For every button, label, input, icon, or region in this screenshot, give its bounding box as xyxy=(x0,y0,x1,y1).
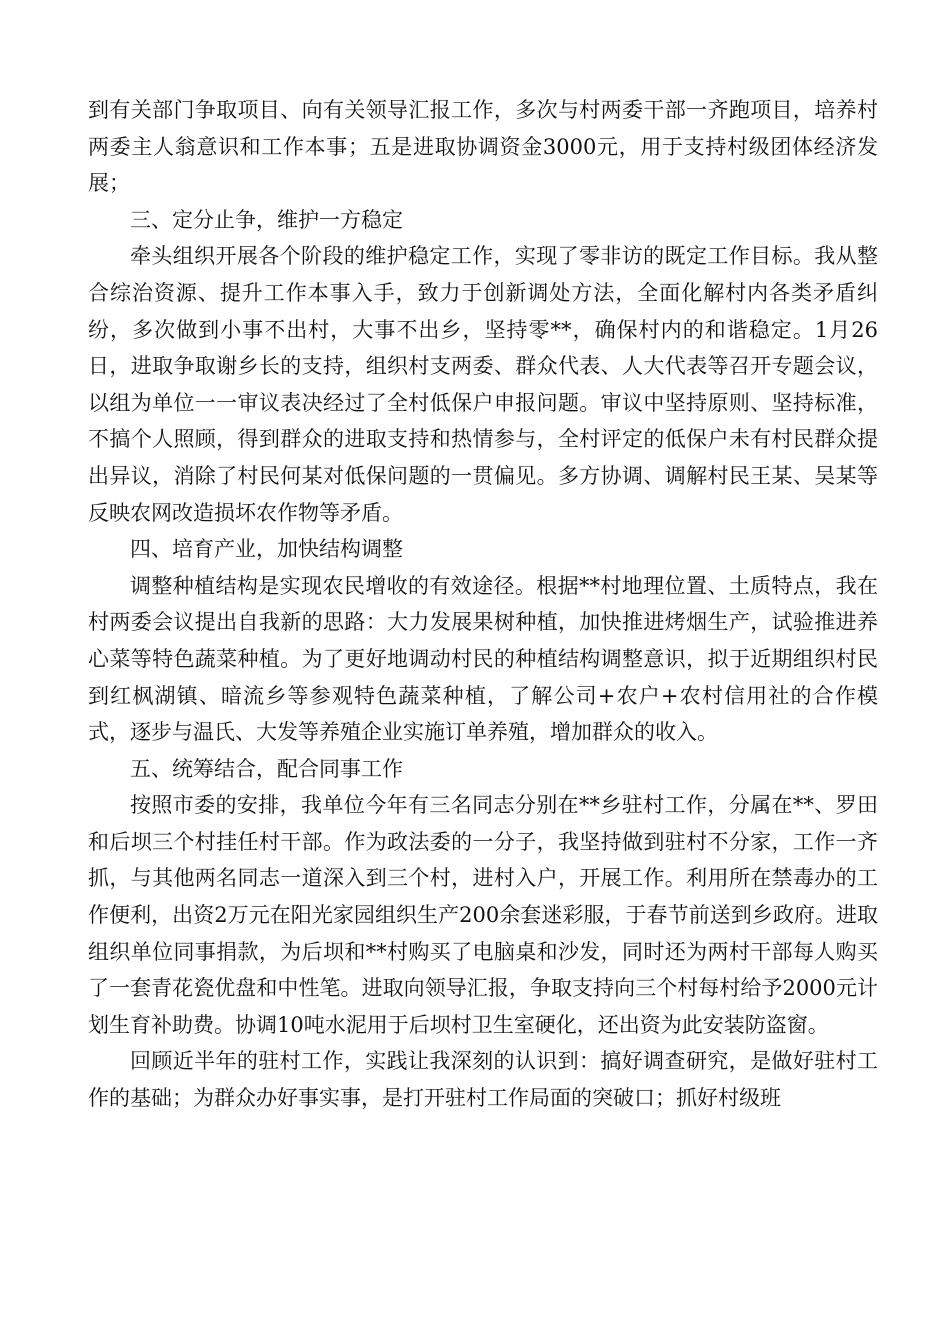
section-heading-3: 三、定分止争，维护一方稳定 xyxy=(130,207,403,232)
paragraph-industry: 调整种植结构是实现农民增收的有效途径。根据**村地理位置、土质特点，我在村两委会议提出自我新的思路：大力发展果树种植，加快推进烤烟生产，试验推进养心菜等特色蔬菜种植。为了更好地调动村民的种植结构调整意识，拟于近期组织村民到红枫湖镇、暗流乡等参观特色蔬菜种植，了解公司+农户+农村信用社的合作模式，逐步与温氏、大发等养殖企业实施订单养殖，增加群众的收入。 xyxy=(88,573,878,745)
document-page xyxy=(88,92,878,1117)
section-heading-5: 五、统筹结合，配合同事工作 xyxy=(130,756,403,781)
section-heading-4: 四、培育产业，加快结构调整 xyxy=(130,537,403,562)
paragraph-continuation: 到有关部门争取项目、向有关领导汇报工作，多次与村两委干部一齐跑项目，培养村两委主人翁意识和工作本事；五是进取协调资金3000元，用于支持村级团体经济发展； xyxy=(88,98,878,196)
paragraph-stability: 牵头组织开展各个阶段的维护稳定工作，实现了零非访的既定工作目标。我从整合综治资源、提升工作本事入手，致力于创新调处方法，全面化解村内各类矛盾纠纷，多次做到小事不出村，大事不出乡，坚持零**，确保村内的和谐稳定。1月26日，进取争取谢乡长的支持，组织村支两委、群众代表、人大代表等召开专题会议，以组为单位一一审议表决经过了全村低保户申报问题。审议中坚持原则、坚持标准，不搞个人照顾，得到群众的进取支持和热情参与，全村评定的低保户未有村民群众提出异议，消除了村民何某对低保问题的一贯偏见。多方协调、调解村民王某、吴某等反映农网改造损坏农作物等矛盾。 xyxy=(88,244,878,525)
paragraph-review: 回顾近半年的驻村工作，实践让我深刻的认识到：搞好调查研究，是做好驻村工作的基础；为群众办好事实事，是打开驻村工作局面的突破口；抓好村级班 xyxy=(88,1049,878,1111)
paragraph-colleagues: 按照市委的安排，我单位今年有三名同志分别在**乡驻村工作，分属在**、罗田和后坝三个村挂任村干部。作为政法委的一分子，我坚持做到驻村不分家，工作一齐抓，与其他两名同志一道深入到三个村，进村入户，开展工作。利用所在禁毒办的工作便利，出资2万元在阳光家园组织生产200余套迷彩服，于春节前送到乡政府。进取组织单位同事捐款，为后坝和**村购买了电脑桌和沙发，同时还为两村干部每人购买了一套青花瓷优盘和中性笔。进取向领导汇报，争取支持向三个村每村给予2000元计划生育补助费。协调10吨水泥用于后坝村卫生室硬化，还出资为此安装防盗窗。 xyxy=(88,793,878,1037)
